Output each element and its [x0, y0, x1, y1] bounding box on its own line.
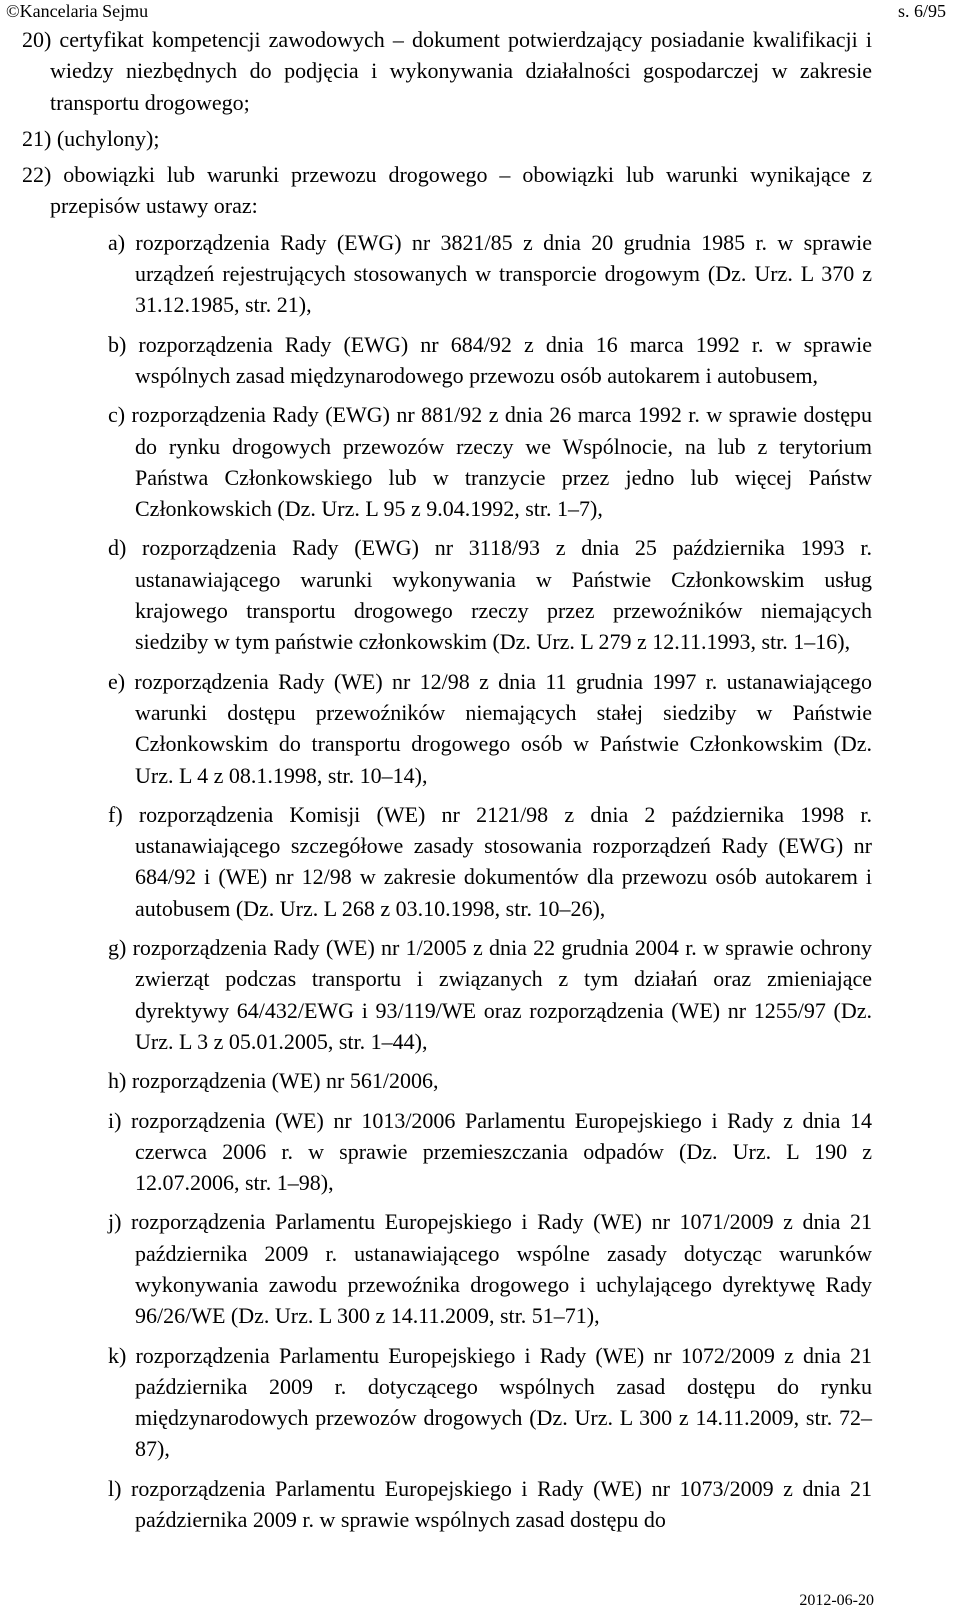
- page-number: s. 6/95: [897, 1, 946, 21]
- subitem-d: d) rozporządzenia Rady (EWG) nr 3118/93 z dnia 25 października 1993 r. ustanawiającego warunki wykonywania w Państwie Członkowskim usług krajowego transportu drogowego rzeczy przez przewoźników niemających siedziby w tym państwie członkowskim (Dz. Urz. L 279 z 12.11.1993, str. 1–16),: [108, 535, 872, 655]
- footer-date: 2012-06-20: [799, 1592, 874, 1609]
- subitem-a: a) rozporządzenia Rady (EWG) nr 3821/85 z dnia 20 grudnia 1985 r. w sprawie urządzeń rejestrujących stosowanych w transporcie drogowym (Dz. Urz. L 370 z 31.12.1985, str. 21),: [108, 229, 872, 318]
- subitem-i: i) rozporządzenia (WE) nr 1013/2006 Parlamentu Europejskiego i Rady z dnia 14 czerwca 2006 r. w sprawie przemieszczania odpadów (Dz. Urz. L 190 z 12.07.2006, str. 1–98),: [108, 1107, 872, 1196]
- item-22: 22) obowiązki lub warunki przewozu drogowego – obowiązki lub warunki wynikające z przepisów ustawy oraz:: [22, 162, 872, 219]
- item-21: 21) (uchylony);: [22, 125, 160, 151]
- subitem-g: g) rozporządzenia Rady (WE) nr 1/2005 z dnia 22 grudnia 2004 r. w sprawie ochrony zwierząt podczas transportu i związanych z tym działań oraz zmieniające dyrektywy 64/432/EWG i 93/119/WE oraz rozporządzenia (WE) nr 1255/97 (Dz. Urz. L 3 z 05.01.2005, str. 1–44),: [108, 935, 872, 1054]
- subitem-l: l) rozporządzenia Parlamentu Europejskiego i Rady (WE) nr 1073/2009 z dnia 21 października 2009 r. w sprawie wspólnych zasad dostępu do: [108, 1475, 872, 1533]
- document-body: [22, 24, 872, 1535]
- subitem-k: k) rozporządzenia Parlamentu Europejskiego i Rady (WE) nr 1072/2009 z dnia 21 października 2009 r. dotyczącego wspólnych zasad dostępu do rynku międzynarodowych przewozów drogowych (Dz. Urz. L 300 z 14.11.2009, str. 72–87),: [108, 1342, 872, 1462]
- subitem-b: b) rozporządzenia Rady (EWG) nr 684/92 z dnia 16 marca 1992 r. w sprawie wspólnych zasad międzynarodowego przewozu osób autokarem i autobusem,: [108, 331, 872, 388]
- source-header: ©Kancelaria Sejmu: [6, 1, 149, 21]
- subitem-c: c) rozporządzenia Rady (EWG) nr 881/92 z dnia 26 marca 1992 r. w sprawie dostępu do rynku drogowych przewozów rzeczy we Wspólnocie, na lub z terytorium Państwa Członkowskiego lub w tranzycie przez jedno lub więcej Państw Członkowskich (Dz. Urz. L 95 z 9.04.1992, str. 1–7),: [108, 402, 872, 522]
- subitem-e: e) rozporządzenia Rady (WE) nr 12/98 z dnia 11 grudnia 1997 r. ustanawiającego warunki dostępu przewoźników niemających stałej siedziby w Państwie Członkowskim do transportu drogowego osób w Państwie Członkowskim (Dz. Urz. L 4 z 08.1.1998, str. 10–14),: [108, 668, 872, 788]
- item-20: 20) certyfikat kompetencji zawodowych – dokument potwierdzający posiadanie kwalifikacji i wiedzy niezbędnych do podjęcia i wykonywania działalności gospodarczej w zakresie transportu drogowego;: [22, 27, 872, 115]
- subitem-j: j) rozporządzenia Parlamentu Europejskiego i Rady (WE) nr 1071/2009 z dnia 21 października 2009 r. ustanawiającego wspólne zasady dotycząc warunków wykonywania zawodu przewoźnika drogowego i uchylającego dyrektywę Rady 96/26/WE (Dz. Urz. L 300 z 14.11.2009, str. 51–71),: [108, 1209, 872, 1329]
- subitem-h: h) rozporządzenia (WE) nr 561/2006,: [108, 1068, 439, 1094]
- subitem-f: f) rozporządzenia Komisji (WE) nr 2121/98 z dnia 2 października 1998 r. ustanawiającego szczegółowe zasady stosowania rozporządzeń Rady (EWG) nr 684/92 i (WE) nr 12/98 w zakresie dokumentów dla przewozu osób autokarem i autobusem (Dz. Urz. L 268 z 03.10.1998, str. 10–26),: [108, 801, 872, 921]
